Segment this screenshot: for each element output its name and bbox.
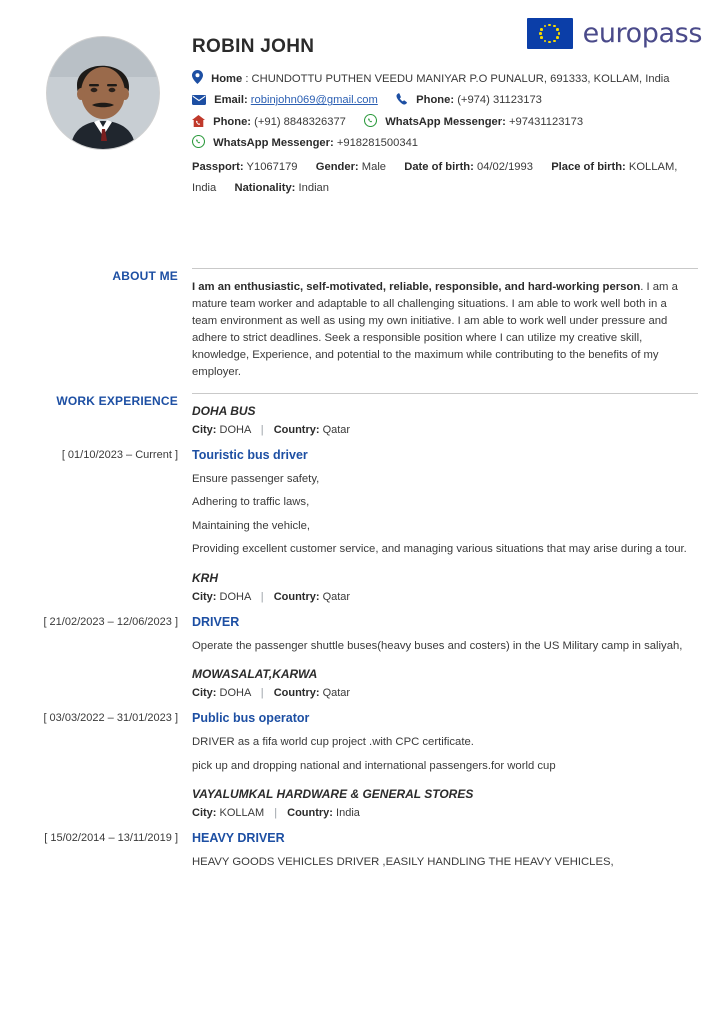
city-label: City: xyxy=(192,423,217,436)
gender-value: Male xyxy=(361,160,387,173)
job-title: DRIVER xyxy=(192,614,240,629)
city-value: KOLLAM xyxy=(219,807,265,820)
employer-name: KRH xyxy=(192,570,218,585)
phone-icon xyxy=(396,93,408,105)
job-entry xyxy=(43,570,692,656)
identity-details xyxy=(192,157,678,198)
passport-value: Y1067179 xyxy=(246,160,298,173)
section-label-work-experience: WORK EXPERIENCE xyxy=(56,393,178,408)
city-value: DOHA xyxy=(219,687,251,700)
job-title: Touristic bus driver xyxy=(192,447,308,462)
job-dates: [ 03/03/2022 – 31/01/2023 ] xyxy=(43,712,178,725)
city-label: City: xyxy=(192,687,217,700)
city-label: City: xyxy=(192,807,217,820)
page-title: ROBIN JOHN xyxy=(192,36,315,57)
job-bullet: Maintaining the vehicle, xyxy=(192,519,311,532)
dob-value: 04/02/1993 xyxy=(476,160,533,173)
job-role-row xyxy=(61,447,692,462)
country-value: Qatar xyxy=(322,687,351,700)
whatsapp-icon xyxy=(192,135,205,148)
envelope-icon xyxy=(192,95,206,105)
whatsapp-icon xyxy=(364,114,377,127)
about-me-body: . I am a mature team worker and adaptable to all challenging situations. I am able to work well both in a team environment as well as using my own initiative. I am able to work well under pressure and adhere to strict deadlines. Seek a responsible position where I can utilize my creative skill, knowledge, Experience, and potential to the maximum while contributing to the benefits of my employer. xyxy=(192,281,678,378)
whatsapp2-value: +918281500341 xyxy=(336,137,419,150)
whatsapp1-label: WhatsApp Messenger: xyxy=(385,115,506,128)
city-value: DOHA xyxy=(219,590,251,603)
phone1-label: Phone: xyxy=(416,94,455,107)
job-bullets xyxy=(192,471,692,559)
job-bullet: Ensure passenger safety, xyxy=(192,472,320,485)
job-role-row xyxy=(43,711,692,726)
section-label-about-me: ABOUT ME xyxy=(112,269,178,283)
job-dates: [ 21/02/2023 – 12/06/2023 ] xyxy=(43,615,178,628)
job-bullet: DRIVER as a fifa world cup project .with CPC certificate. xyxy=(192,736,474,749)
country-value: India xyxy=(336,807,360,820)
country-label: Country: xyxy=(273,687,320,700)
job-title: Public bus operator xyxy=(192,711,310,726)
separator: | xyxy=(260,590,264,603)
job-bullet: Adhering to traffic laws, xyxy=(192,496,310,509)
job-location xyxy=(192,687,692,699)
about-me-lead: I am an enthusiastic, self-motivated, reliable, responsible, and hard-working person xyxy=(192,281,641,293)
job-bullet: HEAVY GOODS VEHICLES DRIVER ,EASILY HANDLING THE HEAVY VEHICLES, xyxy=(192,856,614,869)
employer-name: MOWASALAT,KARWA xyxy=(192,667,318,682)
job-entry xyxy=(61,403,692,559)
nationality-value: Indian xyxy=(298,181,329,194)
country-label: Country: xyxy=(273,590,320,603)
contact-email-phone xyxy=(192,91,678,109)
phone1-value: (+974) 31123173 xyxy=(457,94,542,107)
job-bullet: Operate the passenger shuttle buses(heavy buses and costers) in the US Military camp in saliyah, xyxy=(192,639,683,652)
separator: | xyxy=(274,807,278,820)
job-entry xyxy=(44,787,692,872)
job-location xyxy=(192,424,692,436)
city-value: DOHA xyxy=(219,423,251,436)
section-about-me xyxy=(26,268,698,381)
contact-home xyxy=(192,70,678,88)
job-dates: [ 01/10/2023 – Current ] xyxy=(61,448,178,461)
job-role-row xyxy=(44,831,692,846)
country-value: Qatar xyxy=(322,423,351,436)
dob-label: Date of birth: xyxy=(404,160,474,173)
location-pin-icon xyxy=(192,70,203,84)
contact-whatsapp2 xyxy=(192,134,678,152)
job-bullets xyxy=(192,638,692,656)
section-work-experience xyxy=(26,393,698,884)
job-dates: [ 15/02/2014 – 13/11/2019 ] xyxy=(44,832,178,845)
city-label: City: xyxy=(192,590,217,603)
whatsapp1-value: +97431123173 xyxy=(508,115,584,128)
resume-header xyxy=(26,0,698,256)
job-bullets xyxy=(192,854,692,872)
country-label: Country: xyxy=(287,807,333,820)
phone2-value: (+91) 8848326377 xyxy=(254,115,346,128)
whatsapp2-label: WhatsApp Messenger: xyxy=(213,137,334,150)
separator: | xyxy=(260,687,264,700)
phone2-label: Phone: xyxy=(213,115,252,128)
email-label: Email: xyxy=(214,94,248,107)
section-body-about-me xyxy=(192,268,698,381)
pob-value: KOLLAM, India xyxy=(192,160,678,194)
about-me-text xyxy=(192,279,692,381)
email-link[interactable]: robinjohn069@gmail.com xyxy=(250,94,378,107)
job-bullet: Providing excellent customer service, and managing various situations that may arise during a tour. xyxy=(192,543,687,556)
gender-label: Gender: xyxy=(315,160,359,173)
job-entry xyxy=(43,667,692,775)
home-value: : CHUNDOTTU PUTHEN VEEDU MANIYAR P.O PUNALUR, 691333, KOLLAM, India xyxy=(245,73,670,85)
pob-label: Place of birth: xyxy=(551,160,626,173)
home-label: Home xyxy=(211,73,243,85)
country-label: Country: xyxy=(273,423,320,436)
passport-label: Passport: xyxy=(192,160,244,173)
job-bullets xyxy=(192,734,692,775)
job-bullet: pick up and dropping national and international passengers.for world cup xyxy=(192,759,556,772)
job-role-row xyxy=(43,614,692,629)
employer-name: VAYALUMKAL HARDWARE & GENERAL STORES xyxy=(192,787,474,802)
home-phone-icon xyxy=(192,115,205,127)
avatar xyxy=(46,36,160,150)
nationality-label: Nationality: xyxy=(234,181,296,194)
europass-wordmark: europass xyxy=(582,18,702,49)
job-location xyxy=(192,807,692,819)
job-title: HEAVY DRIVER xyxy=(192,831,285,846)
employer-name: DOHA BUS xyxy=(192,403,256,418)
separator: | xyxy=(260,423,264,436)
contact-phone-whatsapp xyxy=(192,113,678,131)
job-location xyxy=(192,591,692,603)
country-value: Qatar xyxy=(322,590,351,603)
